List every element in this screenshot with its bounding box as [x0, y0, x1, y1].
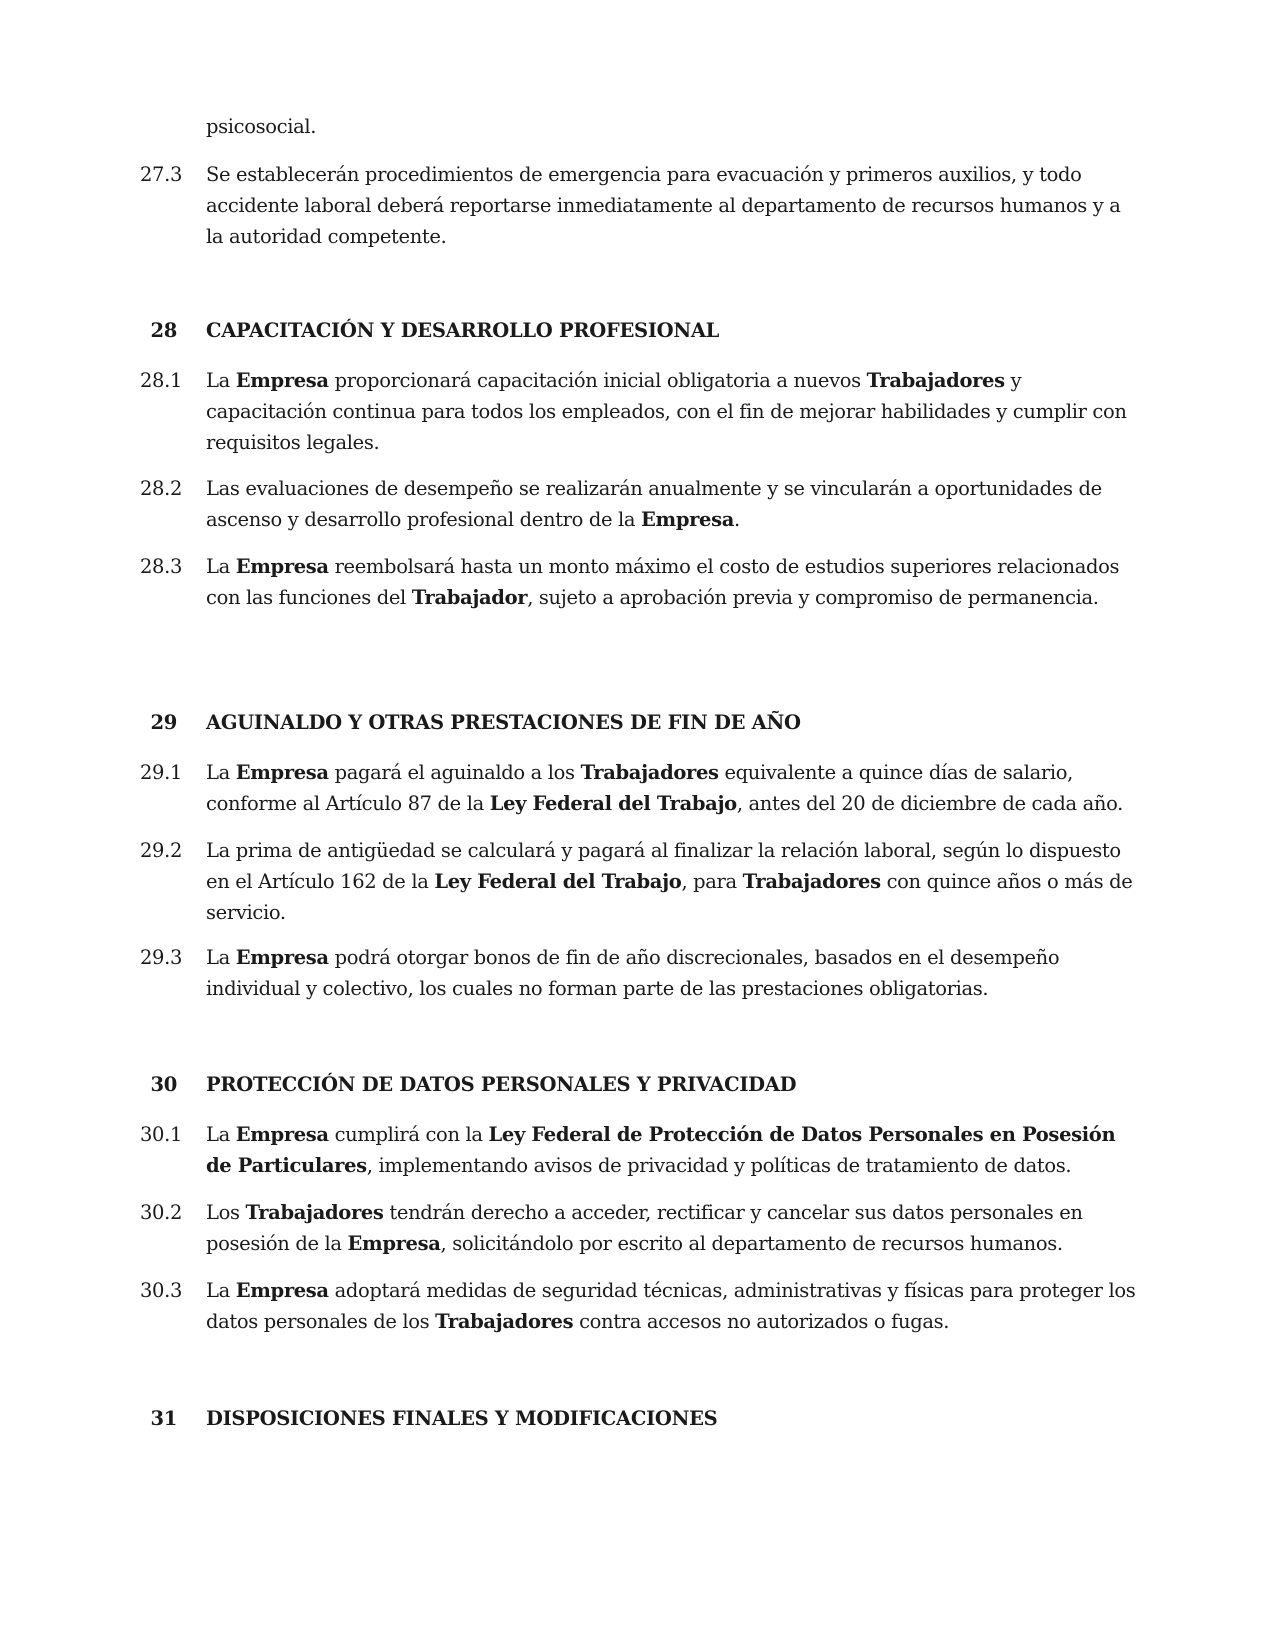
defined-term: Empresa [347, 1232, 441, 1255]
clause-segment: , solicitándolo por escrito al departamento de recursos humanos. [440, 1232, 1063, 1255]
clause-segment: tendrán derecho a acceder, rectificar y cancelar sus datos personales en posesión de la [206, 1201, 1083, 1255]
section-title: CAPACITACIÓN Y DESARROLLO PROFESIONAL [206, 319, 720, 342]
clause-text [206, 473, 1140, 535]
clause-number: 29.1 [140, 761, 183, 784]
defined-term: Empresa [235, 1123, 329, 1146]
clause-segment: cumplirá con la [328, 1123, 489, 1146]
clause-segment: La [206, 946, 236, 969]
clause-text [206, 365, 1140, 458]
defined-term: Ley Federal de Protección de Datos Personales en Posesión de Particulares [206, 1123, 1116, 1177]
section-number: 31 [150, 1407, 177, 1430]
clause-segment: La prima de antigüedad se calculará y pagará al finalizar la relación laboral, según lo dispuesto en el Artículo 162 de la [206, 839, 1121, 893]
clause-segment: , implementando avisos de privacidad y políticas de tratamiento de datos. [366, 1154, 1072, 1177]
clause-segment: Se establecerán procedimientos de emergencia para evacuación y primeros auxilios, y todo accidente laboral deberá reportarse inmediatamente al departamento de recursos humanos y a la autoridad competente. [206, 163, 1121, 248]
section-title: PROTECCIÓN DE DATOS PERSONALES Y PRIVACIDAD [206, 1073, 797, 1096]
clause-segment: proporcionará capacitación inicial obligatoria a nuevos [328, 369, 867, 392]
clause-segment: equivalente a quince días de salario, conforme al Artículo 87 de la [206, 761, 1073, 815]
continuation-text: psicosocial. [206, 115, 317, 138]
clause-segment: La [206, 761, 236, 784]
section-number: 30 [150, 1073, 177, 1096]
clause-segment: La [206, 1279, 236, 1302]
defined-term: Trabajadores [866, 369, 1005, 392]
clause-number: 30.3 [140, 1279, 183, 1302]
clause-text [206, 1197, 1140, 1259]
section-title: DISPOSICIONES FINALES Y MODIFICACIONES [206, 1407, 718, 1430]
clause-number: 30.1 [140, 1123, 183, 1146]
clause-number: 30.2 [140, 1201, 183, 1224]
clause-segment: La [206, 369, 236, 392]
defined-term: Trabajadores [435, 1310, 574, 1333]
clause-text [206, 1119, 1140, 1181]
clause-number: 28.2 [140, 477, 183, 500]
clause-segment: Los [206, 1201, 246, 1224]
clause-number: 28.3 [140, 555, 183, 578]
defined-term: Trabajadores [245, 1201, 384, 1224]
clause-number: 28.1 [140, 369, 183, 392]
clause-segment: , antes del 20 de diciembre de cada año. [736, 792, 1123, 815]
clause-segment: . [734, 508, 740, 531]
defined-term: Empresa [235, 555, 329, 578]
defined-term: Ley Federal del Trabajo [489, 792, 737, 815]
clause-text [206, 835, 1140, 928]
defined-term: Trabajadores [580, 761, 719, 784]
defined-term: Trabajadores [742, 870, 881, 893]
section-number: 29 [150, 711, 177, 734]
clause-segment: contra accesos no autorizados o fugas. [573, 1310, 950, 1333]
clause-number: 29.3 [140, 946, 183, 969]
clause-segment: Las evaluaciones de desempeño se realizarán anualmente y se vincularán a oportunidades de ascenso y desarrollo profesional dentro de la [206, 477, 1102, 531]
clause-number: 27.3 [140, 163, 183, 186]
clause-segment: con quince años o más de servicio. [206, 870, 1133, 924]
defined-term: Empresa [235, 761, 329, 784]
defined-term: Empresa [235, 1279, 329, 1302]
defined-term: Ley Federal del Trabajo [434, 870, 682, 893]
section-number: 28 [150, 319, 177, 342]
clause-segment: , sujeto a aprobación previa y compromiso de permanencia. [527, 586, 1099, 609]
clause-segment: podrá otorgar bonos de fin de año discrecionales, basados en el desempeño individual y colectivo, los cuales no forman parte de las prestaciones obligatorias. [206, 946, 1060, 1000]
clause-text [206, 159, 1140, 252]
clause-segment: pagará el aguinaldo a los [328, 761, 581, 784]
clause-text [206, 942, 1140, 1004]
clause-segment: , para [681, 870, 743, 893]
defined-term: Trabajador [411, 586, 528, 609]
clause-text [206, 757, 1140, 819]
defined-term: Empresa [235, 946, 329, 969]
clause-segment: adoptará medidas de seguridad técnicas, administrativas y físicas para proteger los datos personales de los [206, 1279, 1136, 1333]
clause-segment: La [206, 1123, 236, 1146]
defined-term: Empresa [641, 508, 735, 531]
clause-number: 29.2 [140, 839, 183, 862]
clause-segment: reembolsará hasta un monto máximo el costo de estudios superiores relacionados con las funciones del [206, 555, 1120, 609]
clause-text [206, 1275, 1140, 1337]
clause-segment: y capacitación continua para todos los empleados, con el fin de mejorar habilidades y cumplir con requisitos legales. [206, 369, 1127, 454]
section-title: AGUINALDO Y OTRAS PRESTACIONES DE FIN DE AÑO [206, 711, 801, 734]
clause-text [206, 551, 1140, 613]
clause-segment: La [206, 555, 236, 578]
defined-term: Empresa [235, 369, 329, 392]
